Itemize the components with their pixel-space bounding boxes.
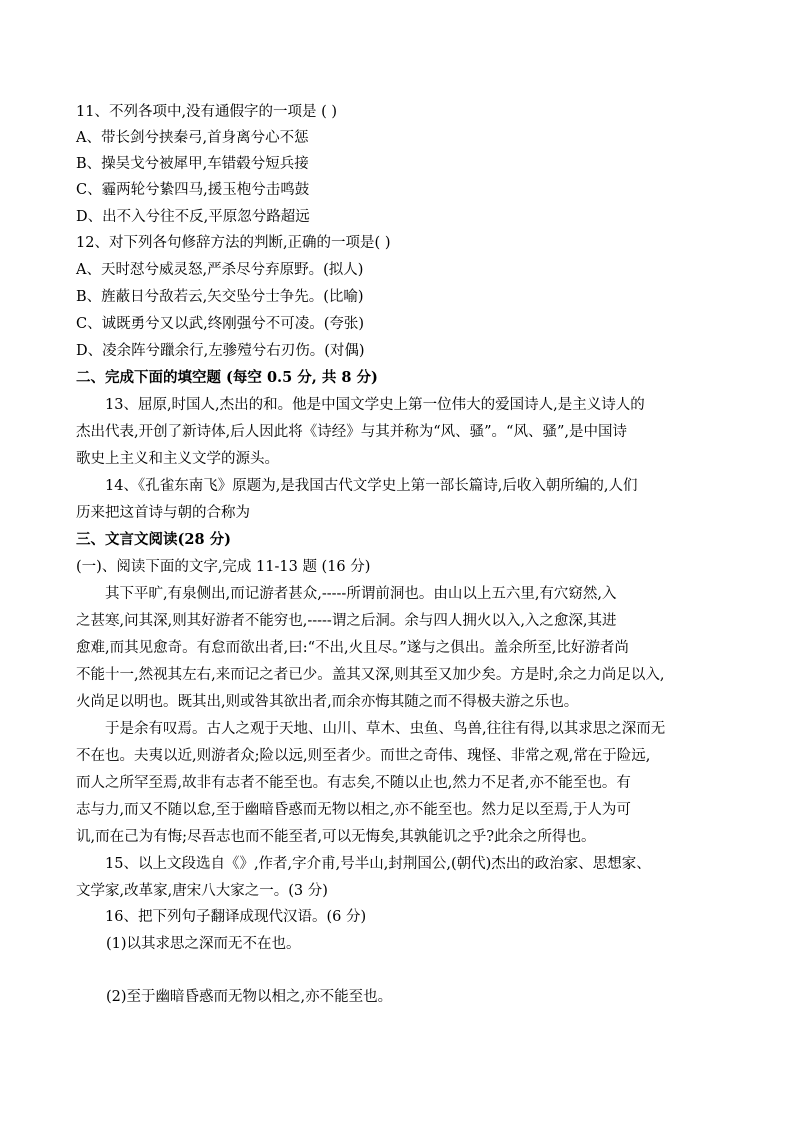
passage-para2-line-1: 于是余有叹焉。古人之观于天地、山川、草木、虫鱼、鸟兽,往往有得,以其求思之深而无 — [105, 721, 666, 737]
q15-line-2: 文学家,改革家,唐宋八大家之一。(3 分) — [76, 883, 328, 899]
q11-stem: 11、不列各项中,没有通假字的一项是 ( ) — [76, 104, 338, 120]
q12-option-b: B、旌蔽日兮敌若云,矢交坠兮士争先。(比喻) — [76, 289, 364, 305]
q13-line-1: 13、屈原,时国人,杰出的和。他是中国文学史上第一位伟大的爱国诗人,是主义诗人的 — [105, 397, 645, 413]
passage-para2-line-3: 而人之所罕至焉,故非有志者不能至也。有志矣,不随以止也,然力不足者,亦不能至也。有 — [76, 775, 631, 791]
passage-para2-line-5: 讥,而在己为有悔;尽吾志也而不能至者,可以无悔矣,其孰能讥之乎?此余之所得也。 — [76, 829, 596, 845]
q12-option-a: A、天时怼兮威灵怒,严杀尽兮弃原野。(拟人) — [76, 262, 364, 278]
q11-option-d: D、出不入兮往不反,平原忽兮路超远 — [76, 209, 310, 225]
q11-option-c: C、霾两轮兮絷四马,援玉枹兮击鸣鼓 — [76, 182, 310, 198]
passage-para1-line-5: 火尚足以明也。既其出,则或咎其欲出者,而余亦悔其随之而不得极夫游之乐也。 — [76, 694, 579, 710]
section3-heading: 三、文言文阅读(28 分) — [76, 531, 231, 548]
q13-line-2: 杰出代表,开创了新诗体,后人因此将《诗经》与其并称为“风、骚”。“风、骚”,是中国诗 — [76, 424, 627, 440]
q14-line-2: 历来把这首诗与朝的合称为 — [76, 505, 250, 521]
q12-option-d: D、凌余阵兮躐余行,左骖殪兮右刃伤。(对偶) — [76, 343, 365, 359]
section2-heading: 二、完成下面的填空题 (每空 0.5 分, 共 8 分) — [76, 369, 378, 386]
q13-line-3: 歌史上主义和主义文学的源头。 — [76, 451, 279, 467]
passage-para1-line-1: 其下平旷,有泉侧出,而记游者甚众,-----所谓前洞也。由山以上五六里,有穴窈然,入 — [105, 586, 617, 602]
q15-line-1: 15、以上文段选自《》,作者,字介甫,号半山,封荆国公,(朝代)杰出的政治家、思想家、 — [105, 856, 651, 872]
passage-para2-line-2: 不在也。夫夷以近,则游者众;险以远,则至者少。而世之奇伟、瑰怪、非常之观,常在于险远, — [76, 748, 651, 764]
q14-line-1: 14、《孔雀东南飞》原题为,是我国古代文学史上第一部长篇诗,后收入朝所编的,人们 — [105, 478, 638, 494]
q11-option-b: B、操吴戈兮被犀甲,车错毂兮短兵接 — [76, 156, 309, 172]
q16-stem: 16、把下列句子翻译成现代汉语。(6 分) — [105, 909, 367, 925]
passage-para1-line-4: 不能十一,然视其左右,来而记之者已少。盖其又深,则其至又加少矣。方是时,余之力尚足以入, — [76, 667, 665, 683]
passage-para1-line-2: 之甚寒,问其深,则其好游者不能穷也,-----谓之后洞。余与四人拥火以入,入之愈深,其进 — [76, 613, 617, 629]
q16-item-1: (1)以其求思之深而无不在也。 — [106, 936, 301, 952]
q12-option-c: C、诚既勇兮又以武,终刚强兮不可凌。(夸张) — [76, 316, 365, 332]
passage-para1-line-3: 愈难,而其见愈奇。有怠而欲出者,曰:“不出,火且尽。”遂与之俱出。盖余所至,比好游者尚 — [76, 640, 629, 656]
q12-stem: 12、对下列各句修辞方法的判断,正确的一项是( ) — [76, 235, 391, 251]
q16-item-2: (2)至于幽暗昏惑而无物以相之,亦不能至也。 — [106, 989, 393, 1005]
passage-para2-line-4: 志与力,而又不随以怠,至于幽暗昏惑而无物以相之,亦不能至也。然力足以至焉,于人为可 — [76, 802, 631, 818]
section3-sub-heading: (一)、阅读下面的文字,完成 11-13 题 (16 分) — [76, 559, 371, 575]
q11-option-a: A、带长剑兮挟秦弓,首身离兮心不惩 — [76, 130, 309, 146]
